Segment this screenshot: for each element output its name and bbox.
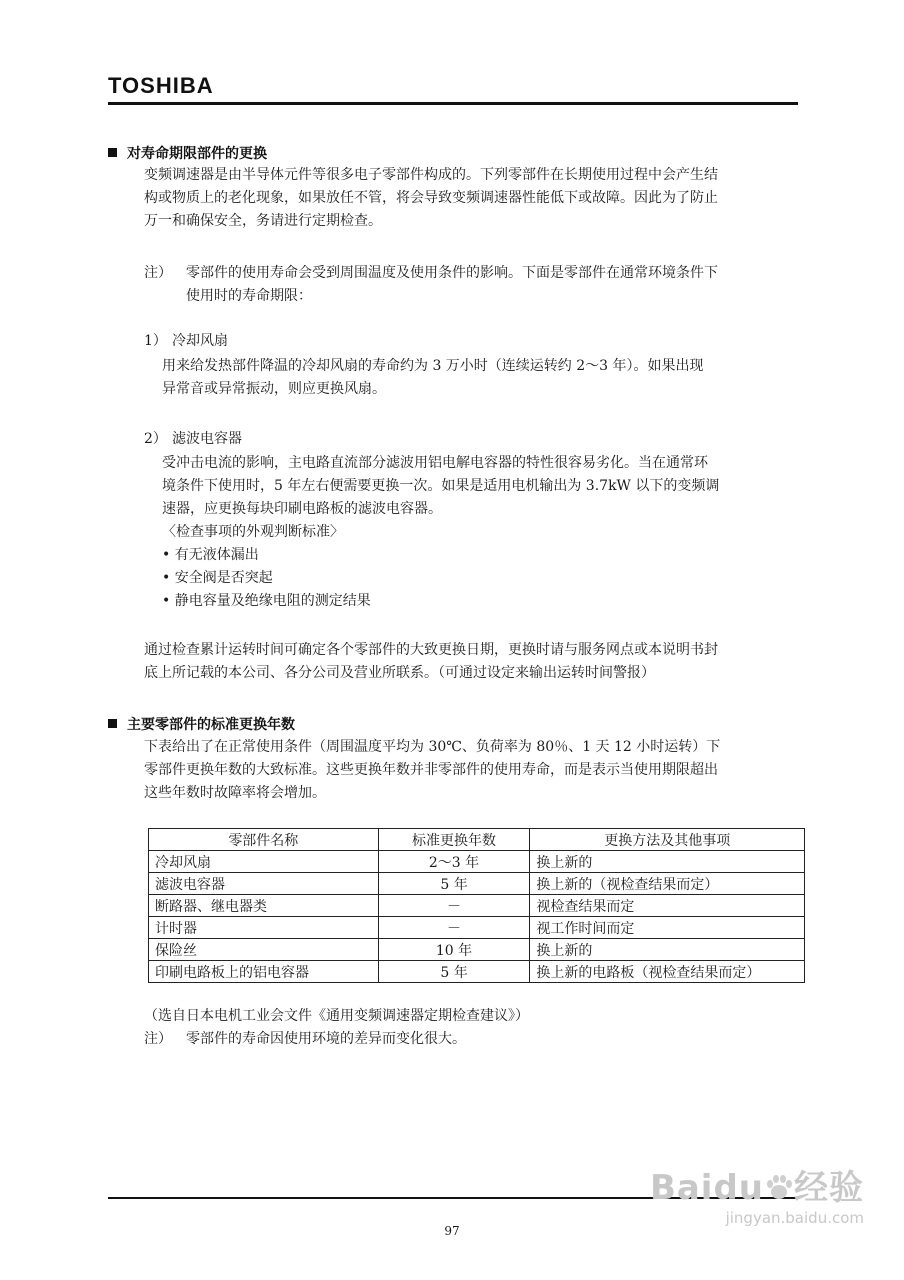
method-cell: 视检查结果而定 — [530, 895, 805, 917]
list-item: • 静电容量及绝缘电阻的测定结果 — [162, 593, 371, 609]
method-cell: 换上新的电路板（视检查结果而定） — [530, 961, 805, 983]
item-paragraph — [162, 452, 802, 613]
check-title: 〈检查事项的外观判断标准〉 — [162, 524, 344, 540]
text-line: 异常音或异常振动，则应更换风扇。 — [162, 381, 386, 397]
section2-intro — [144, 736, 804, 805]
method-cell: 换上新的 — [530, 851, 805, 873]
table-row — [149, 895, 805, 917]
table-row — [149, 939, 805, 961]
column-header: 零部件名称 — [149, 829, 379, 851]
table-row — [149, 873, 805, 895]
text-line: 下表给出了在正常使用条件（周围温度平均为 30℃、负荷率为 80％、1 天 12 小时运转）下 — [144, 739, 721, 755]
note-label: 注） — [144, 265, 172, 281]
part-name-cell: 印刷电路板上的铝电容器 — [149, 961, 379, 983]
table-header-row — [149, 829, 805, 851]
years-cell: － — [378, 917, 530, 939]
section-title: 对寿命期限部件的更换 — [127, 146, 267, 162]
section-heading-2 — [108, 714, 295, 734]
square-bullet-icon — [108, 148, 117, 157]
closing-paragraph — [144, 639, 804, 685]
note-paragraph — [186, 262, 806, 308]
page-number: 97 — [444, 1224, 460, 1238]
part-name-cell: 滤波电容器 — [149, 873, 379, 895]
text-line: 境条件下使用时，5 年左右便需要更换一次。如果是适用电机输出为 3.7kW 以下的变频调 — [162, 478, 720, 494]
part-name-cell: 保险丝 — [149, 939, 379, 961]
watermark-brand-cn: 经验 — [794, 1168, 864, 1208]
section-title: 主要零部件的标准更换年数 — [127, 717, 295, 733]
note-label: 注） — [144, 1031, 172, 1047]
text-line: 速器，应更换每块印刷电路板的滤波电容器。 — [162, 501, 442, 517]
text-line: 底上所记载的本公司、各分公司及营业所联系。（可通过设定来输出运转时间警报） — [144, 665, 655, 681]
years-cell: 5 年 — [378, 873, 530, 895]
item-number: 2） — [144, 431, 167, 447]
years-cell: － — [378, 895, 530, 917]
header-rule — [108, 102, 798, 105]
years-cell: 10 年 — [378, 939, 530, 961]
brand-logo: TOSHIBA — [108, 73, 214, 98]
text-line: 使用时的寿命期限： — [186, 288, 312, 304]
part-name-cell: 断路器、继电器类 — [149, 895, 379, 917]
section-heading-1 — [108, 143, 267, 163]
source-note: （选自日本电机工业会文件《通用变频调速器定期检查建议》） — [144, 1008, 529, 1024]
parts-replacement-table — [148, 828, 805, 983]
square-bullet-icon — [108, 719, 117, 728]
text-line: 用来给发热部件降温的冷却风扇的寿命约为 3 万小时（连续运转约 2～3 年）。如果出现 — [162, 358, 704, 374]
text-line: 受冲击电流的影响，主电路直流部分滤波用铝电解电容器的特性很容易劣化。当在通常环 — [162, 455, 708, 471]
table-row — [149, 917, 805, 939]
watermark-brand: Baidu — [649, 1168, 764, 1208]
column-header: 更换方法及其他事项 — [530, 829, 805, 851]
table-row — [149, 851, 805, 873]
method-cell: 视工作时间而定 — [530, 917, 805, 939]
table-row — [149, 961, 805, 983]
list-item: • 有无液体漏出 — [162, 547, 259, 563]
list-item: • 安全阀是否突起 — [162, 570, 273, 586]
text-line: 万一和确保安全，务请进行定期检查。 — [144, 213, 382, 229]
text-line: 变频调速器是由半导体元件等很多电子零部件构成的。下列零部件在长期使用过程中会产生结 — [144, 167, 718, 183]
years-cell: 5 年 — [378, 961, 530, 983]
method-cell: 换上新的（视检查结果而定） — [530, 873, 805, 895]
paw-icon — [764, 1172, 794, 1202]
item-paragraph — [162, 355, 802, 401]
text-line: 构或物质上的老化现象，如果放任不管，将会导致变频调速器性能低下或故障。因此为了防止 — [144, 190, 718, 206]
part-name-cell: 冷却风扇 — [149, 851, 379, 873]
method-cell: 换上新的 — [530, 939, 805, 961]
part-name-cell: 计时器 — [149, 917, 379, 939]
text-line: 通过检查累计运转时间可确定各个零部件的大致更换日期，更换时请与服务网点或本说明书封 — [144, 642, 718, 658]
item-title: 滤波电容器 — [172, 431, 242, 447]
item-number: 1） — [144, 333, 167, 349]
watermark-url: jingyan.baidu.com — [725, 1209, 864, 1227]
text-line: 零部件更换年数的大致标准。这些更换年数并非零部件的使用寿命，而是表示当使用期限超出 — [144, 762, 718, 778]
text-line: 这些年数时故障率将会增加。 — [144, 785, 326, 801]
intro-paragraph — [144, 164, 804, 233]
text-line: 零部件的使用寿命会受到周围温度及使用条件的影响。下面是零部件在通常环境条件下 — [186, 265, 718, 281]
item-title: 冷却风扇 — [172, 333, 228, 349]
years-cell: 2～3 年 — [378, 851, 530, 873]
column-header: 标准更换年数 — [378, 829, 530, 851]
final-note: 零部件的寿命因使用环境的差异而变化很大。 — [186, 1031, 466, 1047]
baidu-watermark — [650, 1160, 864, 1227]
